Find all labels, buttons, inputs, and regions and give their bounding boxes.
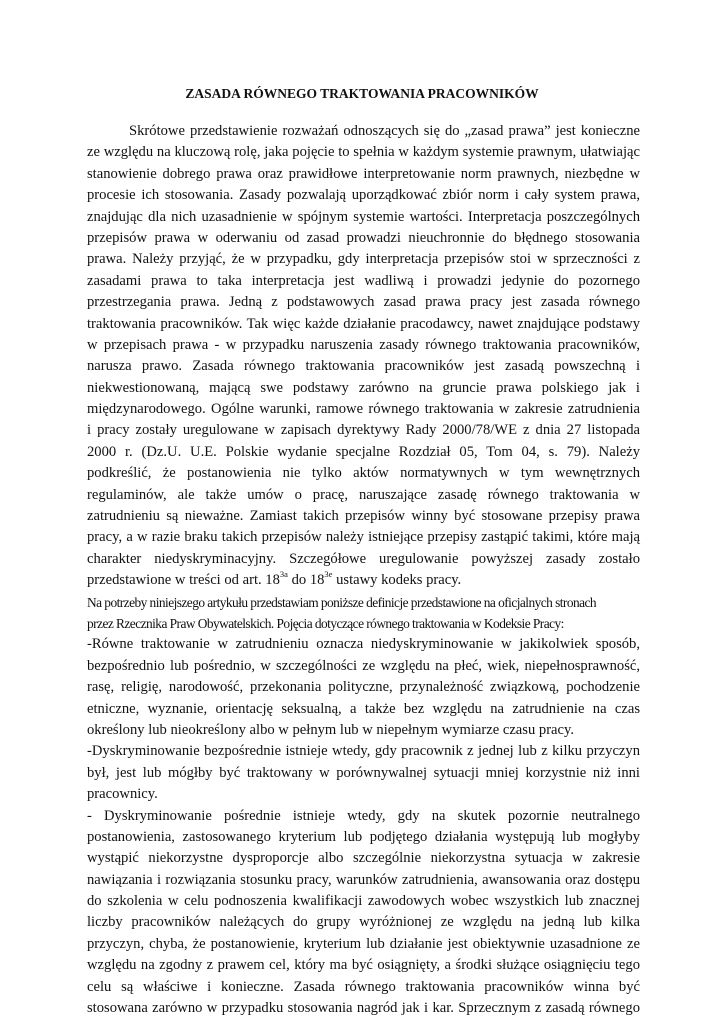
paragraph-line: niekwestionowaną, mającą swe podstawy zarówno na gruncie prawa polskiego jak i bbox=[87, 379, 640, 396]
definition-line: był, jest lub mógłby być traktowany w porównywalnej sytuacji mniej korzystnie niż inni bbox=[87, 764, 640, 781]
paragraph-line: znajdując dla nich uzasadnienie w spójnym systemie wartości. Interpretacja poszczególnych bbox=[87, 208, 640, 225]
definition-line: -Dyskryminowanie bezpośrednie istnieje wtedy, gdy pracownik z jednej lub z kilku przyczyn bbox=[87, 743, 640, 760]
paragraph-line: procesie ich stosowania. Zasady pozwalają uporządkować zbiór norm i cały system prawa, bbox=[87, 187, 640, 204]
paragraph-line: stanowienie dobrego prawa oraz prawidłowe interpretowanie norm prawnych, niezbędne w bbox=[87, 165, 640, 182]
superscript-3a: 3a bbox=[279, 569, 288, 580]
paragraph-line: ze względu na kluczową rolę, jaka pojęcie to spełnia w każdym systemie prawnym, ułatwiając bbox=[87, 144, 640, 161]
definition-line: względu na zgodny z prawem cel, który ma być osiągnięty, a środki służące osiągnięciu tego bbox=[87, 957, 640, 974]
definition-line: określony lub nieokreślony albo w pełnym lub w niepełnym wymiarze czasu pracy. bbox=[87, 721, 575, 738]
paragraph-line: przestrzegania prawa. Jedną z podstawowych zasad prawa pracy jest zasada równego bbox=[87, 294, 640, 311]
paragraph-line: regulaminów, ale także umów o pracę, naruszające zasadę równego traktowania w bbox=[87, 486, 640, 503]
paragraph-line: zasadami prawa to taka interpretacja jest wadliwą i prowadzi jedynie do pozornego bbox=[87, 272, 640, 289]
definition-line: nawiązania i rozwiązania stosunku pracy, warunków zatrudnienia, awansowania oraz dostępu bbox=[87, 871, 640, 888]
paragraph-line: 2000 r. (Dz.U. U.E. Polskie wydanie specjalne Rozdział 05, Tom 04, s. 79). Należy bbox=[87, 443, 640, 460]
paragraph-line: narusza prawo. Zasada równego traktowania pracowników jest zasadą powszechną i bbox=[87, 358, 640, 375]
note-line: przez Rzecznika Praw Obywatelskich. Pojęcia dotyczące równego traktowania w Kodeksie Pracy: bbox=[87, 615, 564, 631]
article-reference-line bbox=[87, 570, 640, 591]
definition-line: bezpośrednio lub pośrednio, w szczególności ze względu na płeć, wiek, niepełnosprawność, bbox=[87, 657, 640, 674]
paragraph-line: i pracy zostały uregulowane w zapisach dyrektywy Rady 2000/78/WE z dnia 27 listopada bbox=[87, 422, 640, 439]
paragraph-line: traktowania pracowników. Tak więc każde działanie pracodawcy, nawet znajdujące podstawy bbox=[87, 315, 640, 332]
document-title: ZASADA RÓWNEGO TRAKTOWANIA PRACOWNIKÓW bbox=[185, 86, 539, 101]
definition-line: -Równe traktowanie w zatrudnieniu oznacza niedyskryminowanie w jakikolwiek sposób, bbox=[87, 636, 640, 653]
note-line: Na potrzeby niniejszego artykułu przedstawiam poniższe definicje przedstawione na oficjalnych stronach bbox=[87, 594, 597, 610]
definition-line: liczby pracowników należących do grupy wyróżnionej ze względu na jedną lub kilka bbox=[87, 914, 640, 931]
reference-text-after: ustawy kodeks pracy. bbox=[332, 572, 462, 589]
definition-line: etniczne, wyznanie, orientację seksualną, a także bez względu na zatrudnienie na czas bbox=[87, 700, 640, 717]
superscript-3e: 3e bbox=[324, 569, 333, 580]
paragraph-line: międzynarodowego. Ogólne warunki, ramowe równego traktowania w zakresie zatrudnienia bbox=[87, 401, 640, 418]
definition-line: stosowana zarówno w przypadku stosowania nagród jak i kar. Sprzecznym z zasadą równego bbox=[87, 1000, 640, 1017]
definition-line: postanowienia, zastosowanego kryterium lub podjętego działania występują lub mogłyby bbox=[87, 828, 640, 845]
paragraph-line: pracy, a w razie braku takich przepisów należy istniejące przepisy zastąpić takimi, które mają bbox=[87, 529, 640, 546]
reference-text-before: przedstawione w treści od art. 18 bbox=[87, 572, 280, 589]
reference-text-middle: do 18 bbox=[287, 572, 325, 589]
paragraph-line: prawa. Należy przyjąć, że w przypadku, gdy interpretacja przepisów stoi w sprzeczności z bbox=[87, 251, 640, 268]
paragraph-line: w przepisach prawa - w przypadku naruszenia zasady równego traktowania pracowników, bbox=[87, 336, 640, 353]
definition-line: przyczyn, chyba, że postanowienie, kryterium lub działanie jest obiektywnie uzasadnione ze bbox=[87, 935, 640, 952]
paragraph-line: Skrótowe przedstawienie rozważań odnoszących się do „zasad prawa” jest konieczne bbox=[129, 123, 640, 139]
definition-line: - Dyskryminowanie pośrednie istnieje wtedy, gdy na skutek pozornie neutralnego bbox=[87, 807, 640, 824]
definition-line: celu są właściwe i konieczne. Zasada równego traktowania pracowników winna być bbox=[87, 978, 640, 995]
paragraph-line: zatrudnieniu są nieważne. Zamiast takich przepisów winny być stosowane przepisy prawa bbox=[87, 508, 640, 525]
definition-line: do szkolenia w celu podnoszenia kwalifikacji zawodowych wobec wszystkich lub znacznej bbox=[87, 893, 640, 910]
paragraph-line: przepisów prawa w oderwaniu od zasad prowadzi nieuchronnie do błędnego stosowania bbox=[87, 229, 640, 246]
paragraph-line: podkreślić, że postanowienia nie tylko aktów normatywnych w tym wewnętrznych bbox=[87, 465, 640, 482]
definition-line: pracownicy. bbox=[87, 786, 158, 803]
paragraph-line: charakter niedyskryminacyjny. Szczegółowe uregulowanie powyższej zasady zostało bbox=[87, 550, 640, 567]
definition-line: rasę, religię, narodowość, przekonania polityczne, przynależność związkową, pochodzenie bbox=[87, 679, 640, 696]
document-body bbox=[87, 121, 640, 1019]
definition-line: wystąpić niekorzystne dysproporcje albo szczególnie niekorzystna sytuacja w zakresie bbox=[87, 850, 640, 867]
